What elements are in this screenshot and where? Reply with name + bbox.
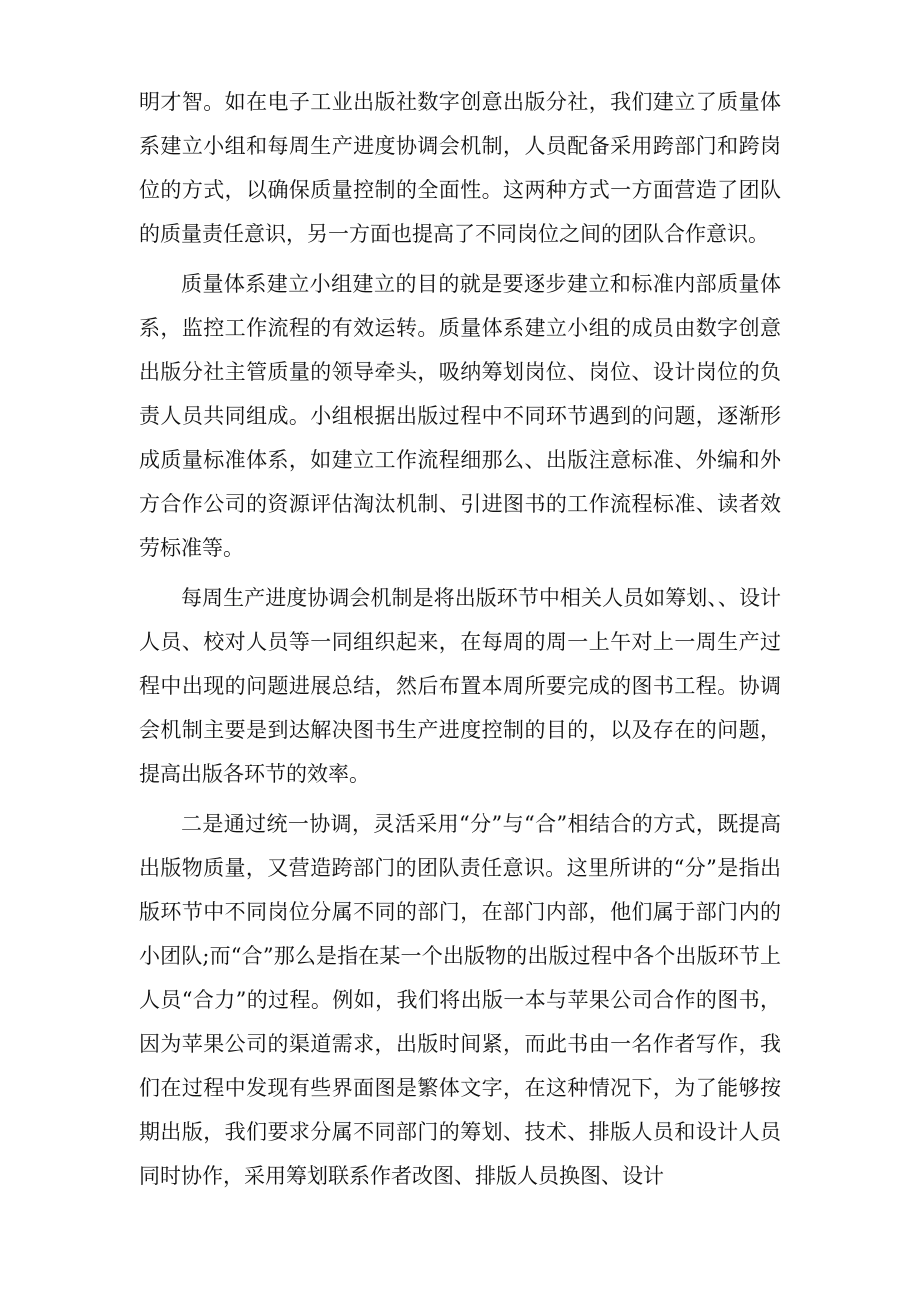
body-text — [139, 80, 781, 1204]
paragraph-coordination: 二是通过统一协调，灵活采用“分”与“合”相结合的方式，既提高出版物质量，又营造跨部门的团队责任意识。这里所讲的“分”是指出版环节中不同岗位分属不同的部门，在部门内部，他们属于部门内的小团队;而“合”那么是指在某一个出版物的出版过程中各个出版环节上人员“合力”的过程。例如，我们将出版一本与苹果公司合作的图书，因为苹果公司的渠道需求，出版时间紧，而此书由一名作者写作，我们在过程中发现有些界面图是繁体文字，在这种情况下，为了能够按期出版，我们要求分属不同部门的筹划、技术、排版人员和设计人员同时协作，采用筹划联系作者改图、排版人员换图、设计 — [139, 812, 781, 1188]
paragraph-continuation: 明才智。如在电子工业出版社数字创意出版分社，我们建立了质量体系建立小组和每周生产进度协调会机制，人员配备采用跨部门和跨岗位的方式，以确保质量控制的全面性。这两种方式一方面营造了团队的质量责任意识，另一方面也提高了不同岗位之间的团队合作意识。 — [139, 90, 781, 246]
paragraph-weekly-meeting: 每周生产进度协调会机制是将出版环节中相关人员如筹划、、设计人员、校对人员等一同组织起来，在每周的周一上午对上一周生产过程中出现的问题进展总结，然后布置本周所要完成的图书工程。协调会机制主要是到达解决图书生产进度控制的目的，以及存在的问题，提高出版各环节的效率。 — [139, 586, 781, 786]
paragraph-quality-group: 质量体系建立小组建立的目的就是要逐步建立和标准内部质量体系，监控工作流程的有效运转。质量体系建立小组的成员由数字创意出版分社主管质量的领导牵头，吸纳筹划岗位、岗位、设计岗位的负责人员共同组成。小组根据出版过程中不同环节遇到的问题，逐渐形成质量标准体系，如建立工作流程细那么、出版注意标准、外编和外方合作公司的资源评估淘汰机制、引进图书的工作流程标准、读者效劳标准等。 — [139, 272, 781, 560]
